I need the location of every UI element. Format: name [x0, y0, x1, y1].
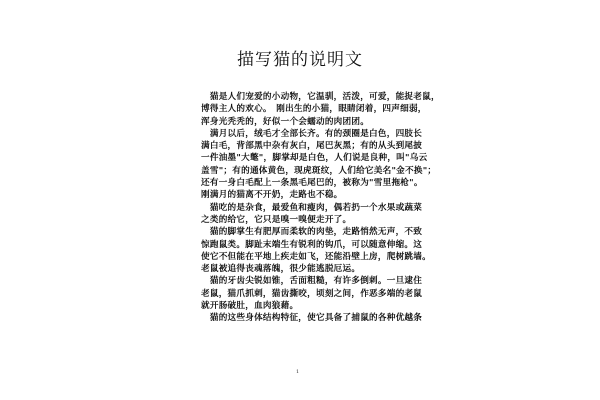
body-line: 老鼠被追得丧魂落魄，很少能逃脱厄运。: [201, 264, 361, 275]
document-body: [201, 91, 440, 325]
body-line: 博得主人的欢心。 刚出生的小猫，眼睛闭着，四声细弱，: [201, 104, 427, 115]
body-line: 使它不但能在平地上疾走如飞，还能沿壁上房，爬树跳墙。: [201, 251, 431, 262]
body-line: 猫是人们宠爱的小动物，它温驯，活泼，可爱，能捉老鼠，: [201, 92, 440, 102]
body-line: 就开肠破肚，血肉狼藉。: [201, 301, 299, 312]
body-line: 浑身光秃秃的，好似一个会蠕动的肉团团。: [201, 116, 370, 127]
document-title: 描写猫的说明文: [237, 50, 363, 70]
body-line: 还有一身白毛配上一条黑毛尾巴的，被称为"雪里拖枪"。: [201, 178, 423, 189]
body-line: 一件油墨"大氅"，脚掌却是白色，人们说是良种，叫"乌云: [201, 153, 428, 164]
body-line: 满月以后，绒毛才全部长齐。有的颈圈是白色，四肢长: [201, 128, 423, 139]
body-line: 猫的牙齿尖锐如锥，舌面粗糙，有许多倒刺。一旦逮住: [201, 276, 423, 287]
body-line: 满白毛，背部黑中杂有灰白，尾巴灰黑；有的从头到尾披: [201, 141, 423, 152]
body-line: 猫的脚掌生有肥厚而柔软的肉垫，走路悄然无声，不致: [201, 227, 423, 238]
body-line: 老鼠，猫爪抓刺，猫齿撕咬，顷刻之间，作恶多端的老鼠: [201, 288, 423, 299]
page-number: 1: [296, 369, 300, 375]
body-line: 猫的这些身体结构特征，使它具备了捕鼠的各种优越条: [201, 313, 423, 324]
body-line: 惊跑鼠类。脚趾末端生有锐利的钩爪，可以随意伸缩。这: [201, 239, 423, 250]
body-line: 刚满月的猫离不开奶，走路也不稳。: [201, 190, 343, 201]
body-line: 盖雪"；有的通体黄色，现虎斑纹，人们给它美名"金不换"；: [201, 165, 437, 176]
body-line: 猫吃的是杂食，最爱鱼和瘦肉，偶若扔一个水果或蔬菜: [201, 202, 423, 213]
body-line: 之类的给它，它只是嗅一嗅便走开了。: [201, 214, 352, 225]
